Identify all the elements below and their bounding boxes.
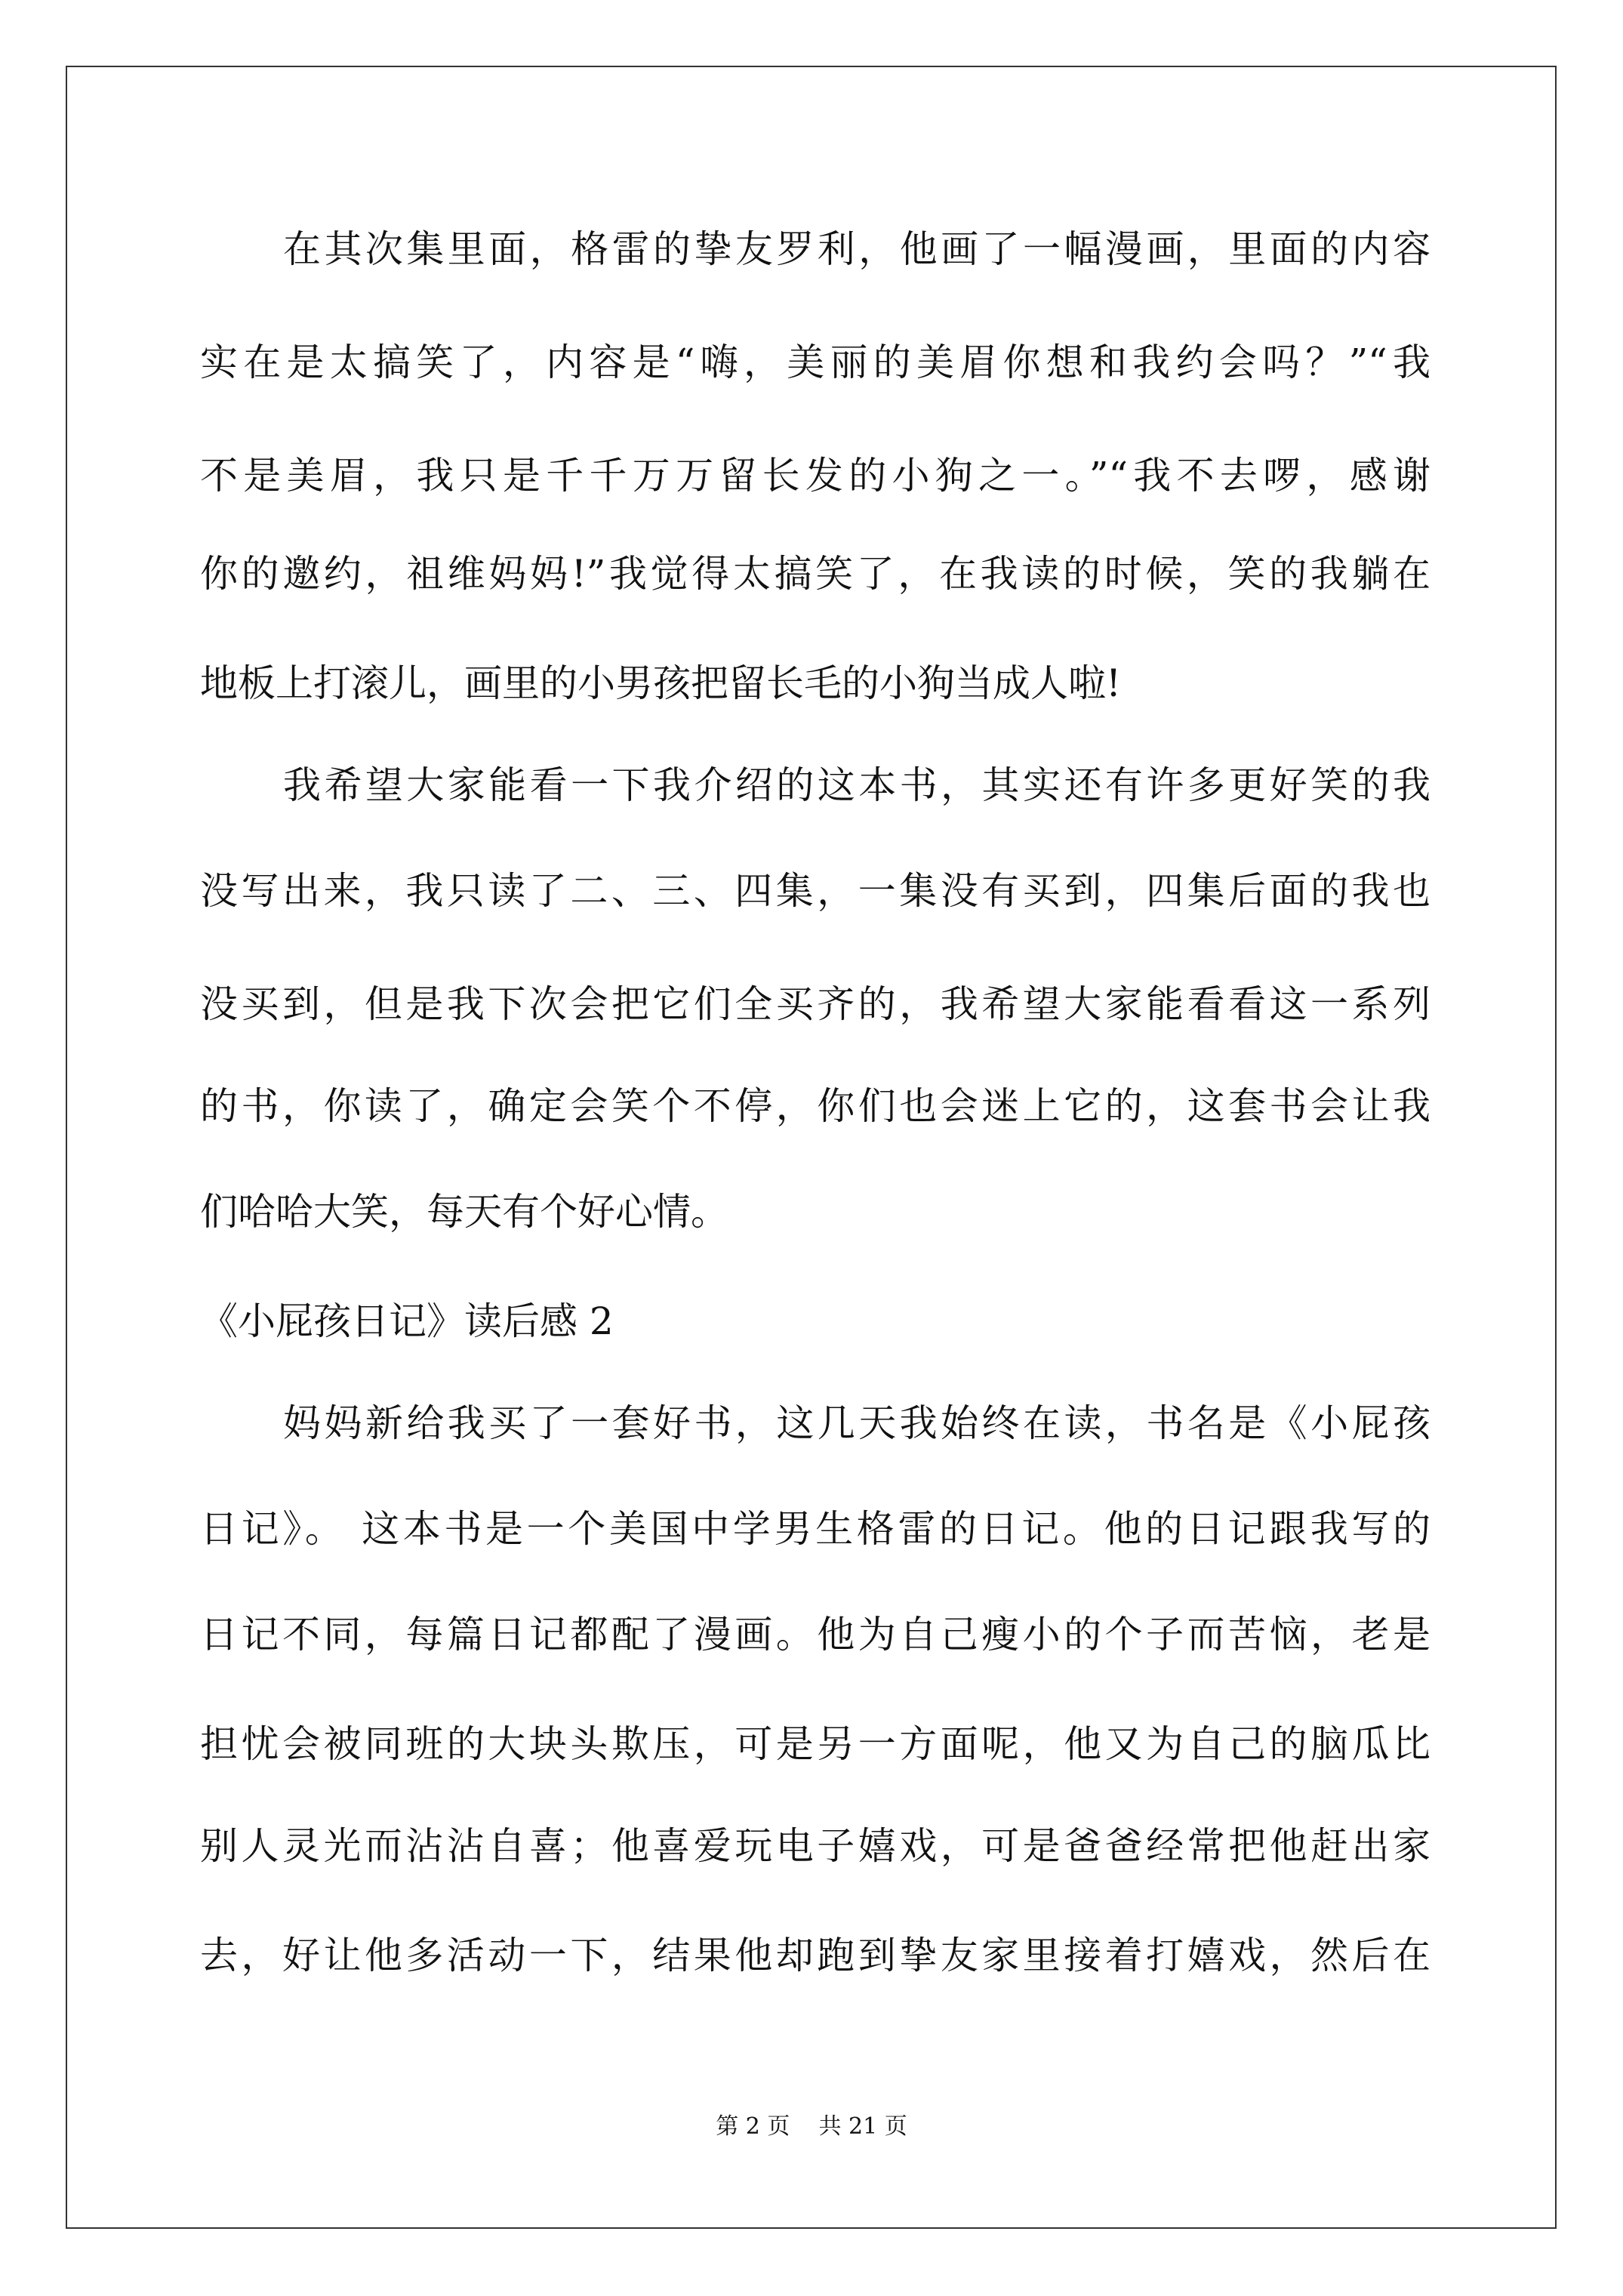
paragraph-1-line-5: 地板上打滚儿，画里的小男孩把留长毛的小狗当成人啦! <box>200 661 1122 705</box>
paragraph-1-line-1: 在其次集里面，格雷的挚友罗利，他画了一幅漫画，里面的内容 <box>283 227 1431 271</box>
paragraph-2-line-1: 我希望大家能看一下我介绍的这本书，其实还有许多更好笑的我 <box>283 763 1431 807</box>
paragraph-3-line-4: 担忧会被同班的大块头欺压，可是另一方面呢，他又为自己的脑瓜比 <box>200 1722 1431 1766</box>
paragraph-3-line-6: 去，好让他多活动一下，结果他却跑到挚友家里接着打嬉戏，然后在 <box>200 1934 1431 1977</box>
paragraph-2-line-4: 的书，你读了，确定会笑个不停，你们也会迷上它的，这套书会让我 <box>200 1084 1431 1128</box>
page-footer: 第 2 页 共 21 页 <box>716 2113 907 2140</box>
paragraph-2-line-5: 们哈哈大笑，每天有个好心情。 <box>200 1190 728 1234</box>
paragraph-3-line-3: 日记不同，每篇日记都配了漫画。他为自己瘦小的个子而苦恼，老是 <box>200 1613 1431 1657</box>
paragraph-3-line-1: 妈妈新给我买了一套好书，这几天我始终在读，书名是《小屁孩 <box>283 1401 1431 1445</box>
paragraph-1-line-2: 实在是太搞笑了，内容是“嗨，美丽的美眉你想和我约会吗？”“我 <box>200 341 1431 384</box>
paragraph-1-line-3: 不是美眉，我只是千千万万留长发的小狗之一。”“我不去啰，感谢 <box>200 454 1431 498</box>
paragraph-1-line-4: 你的邀约，祖维妈妈!”我觉得太搞笑了，在我读的时候，笑的我躺在 <box>200 552 1431 596</box>
section-heading: 《小屁孩日记》读后感 2 <box>200 1299 614 1343</box>
paragraph-3-line-5: 别人灵光而沾沾自喜；他喜爱玩电子嬉戏，可是爸爸经常把他赶出家 <box>200 1824 1431 1868</box>
paragraph-2-line-3: 没买到，但是我下次会把它们全买齐的，我希望大家能看看这一系列 <box>200 982 1431 1026</box>
paragraph-3-line-2: 日记》。 这本书是一个美国中学男生格雷的日记。他的日记跟我写的 <box>200 1507 1431 1551</box>
page-border <box>66 66 1557 2229</box>
paragraph-2-line-2: 没写出来，我只读了二、三、四集，一集没有买到，四集后面的我也 <box>200 869 1431 913</box>
